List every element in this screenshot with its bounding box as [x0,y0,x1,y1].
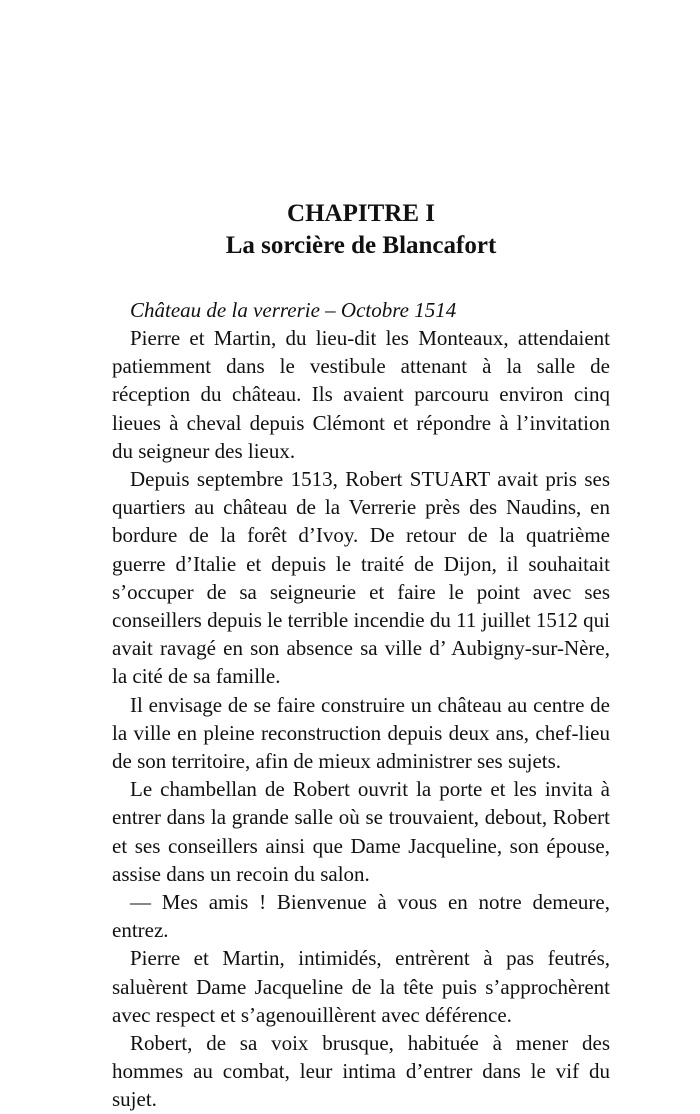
book-page [112,198,610,1114]
chapter-heading [112,198,610,262]
paragraph: Le chambellan de Robert ouvrit la porte et les invita à entrer dans la grande salle où se trouvaient, debout, Robert et ses conseillers ainsi que Dame Jacqueline, son épouse, assise dans un recoin du salon. [112,777,610,886]
paragraph: Pierre et Martin, du lieu-dit les Monteaux, attendaient patiemment dans le vestibule attenant à la salle de réception du château. Ils avaient parcouru environ cinq lieues à cheval depuis Clémont et répondre à l’invitation du seigneur des lieux. [112,326,610,463]
paragraph: Depuis septembre 1513, Robert STUART avait pris ses quartiers au château de la Verrerie près des Naudins, en bordure de la forêt d’Ivoy. De retour de la quatrième guerre d’Italie et depuis le traité de Dijon, il souhaitait s’occuper de sa seigneurie et faire le point avec ses conseillers depuis le terrible incendie du 11 juillet 1512 qui avait ravagé en son absence sa ville d’ Aubigny-sur-Nère, la cité de sa famille. [112,467,610,689]
body-text [112,324,610,1114]
paragraph: Il envisage de se faire construire un château au centre de la ville en pleine reconstruction depuis deux ans, chef-lieu de son territoire, afin de mieux administrer ses sujets. [112,692,610,774]
chapter-title: La sorcière de Blancafort [225,232,497,259]
scene-header: Château de la verrerie – Octobre 1514 [130,298,457,322]
paragraph: Robert, de sa voix brusque, habituée à mener des hommes au combat, leur intima d’entrer dans le vif du sujet. [112,1031,610,1112]
chapter-number: CHAPITRE I [287,200,435,227]
paragraph: Pierre et Martin, intimidés, entrèrent à pas feutrés, saluèrent Dame Jacqueline de la tête puis s’approchèrent avec respect et s’agenouillèrent avec déférence. [112,946,610,1027]
dialogue-line: — Mes amis ! Bienvenue à vous en notre demeure, entrez. [112,890,610,943]
